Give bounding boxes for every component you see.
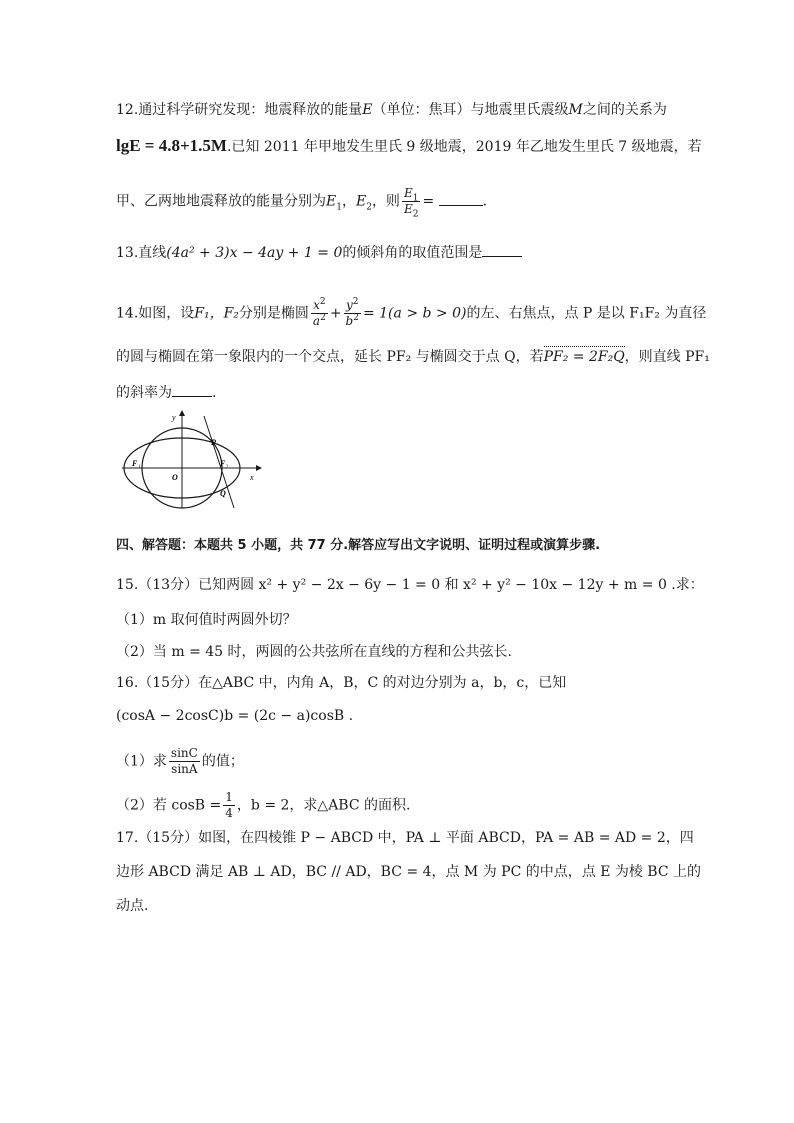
q15-line1: 15.（13分）已知两圆 x² + y² − 2x − 6y − 1 = 0 和 x² + y² − 10x − 12y + m = 0 .求：	[116, 577, 704, 593]
frac-num-sub: 1	[412, 193, 419, 204]
var-M: M	[568, 102, 583, 118]
q13-line	[116, 243, 522, 263]
q16-p2-suffix: ，b = 2，求△ABC 的面积.	[236, 797, 411, 814]
q16-p1-suffix: 的值；	[201, 753, 244, 770]
sin-ratio-fraction	[169, 746, 200, 777]
q13-suffix: 的倾斜角的取值范围是	[342, 245, 483, 261]
ellipse-figure	[116, 408, 266, 513]
q16-part1	[116, 746, 244, 777]
q15-part2: （2）当 m = 45 时，两圆的公共弦所在直线的方程和公共弦长.	[116, 644, 512, 660]
x-axis-arrow	[256, 465, 262, 471]
q16-line2: (cosA − 2cosC)b = (2c − a)cosB .	[116, 708, 354, 724]
frac-num: sinC	[170, 746, 198, 760]
label-x: x	[250, 473, 254, 482]
ellipse-x-frac: $\frac{x^2}{a^2}$	[312, 297, 326, 328]
q12-line3	[116, 186, 488, 220]
q16-p1-prefix: （1）求	[116, 753, 167, 770]
q14-line2-text: 的圆与椭圆在第一象限内的一个交点，延长 PF₂ 与椭圆交于点 Q，若	[116, 349, 544, 365]
label-F1-sub: 1	[138, 465, 141, 470]
q14-line3-text: 的斜率为	[116, 385, 172, 401]
q12-formula: lgE = 4.8+1.5M	[116, 136, 227, 155]
label-F2-sub: 2	[226, 465, 229, 470]
y-axis-arrow	[179, 410, 185, 416]
equals: =	[422, 193, 435, 210]
q14-mid: 分别是椭圆	[238, 305, 309, 322]
var-E: E	[362, 102, 373, 118]
label-Q: Q	[220, 489, 226, 498]
var-E1: E	[326, 193, 337, 210]
var-E2: E	[355, 193, 367, 210]
ratio-fraction	[402, 186, 421, 220]
sub-2: 2	[366, 202, 372, 213]
answer-blank-14[interactable]	[172, 396, 212, 397]
frac-den-sub: 2	[412, 209, 419, 220]
frac-num: 1	[225, 790, 233, 804]
q12-line2-text: .已知 2011 年甲地发生里氏 9 级地震，2019 年乙地发生里氏 7 级地震，若	[226, 139, 702, 155]
q14-suffix: 的左、右焦点，点 P 是以 F₁F₂ 为直径	[466, 305, 707, 322]
q12-line2	[116, 136, 702, 157]
q16-part2	[116, 790, 410, 821]
q12-line1	[116, 100, 667, 120]
q16-line1: 16.（15分）在△ABC 中，内角 A，B，C 的对边分别为 a，b，c，已知	[116, 675, 567, 691]
sub-1: 1	[336, 202, 342, 213]
frac-den: 4	[225, 806, 233, 820]
q14-foci: F₁，F₂	[194, 305, 239, 322]
q12-line3-text: 甲、乙两地地震释放的能量分别为	[116, 193, 326, 210]
q12-unit: （单位：焦耳）与地震里氏震级	[372, 102, 569, 118]
frac-den: sinA	[171, 762, 198, 776]
vector-equation: PF₂ = 2F₂Q	[543, 349, 625, 365]
frac-den-E: E	[403, 202, 413, 216]
answer-blank-13[interactable]	[482, 256, 522, 257]
q14-line2-end: ，则直线 PF₁	[624, 349, 710, 365]
ellipse-y-frac: $\frac{y^2}{b^2}$	[345, 297, 359, 328]
q12-end: .	[482, 193, 488, 210]
q14-line2	[116, 347, 710, 367]
q16-p2-prefix: （2）若 cosB =	[116, 797, 222, 814]
q17-line3: 动点.	[116, 898, 149, 914]
label-F1: F	[132, 459, 138, 468]
q12-suffix: 之间的关系为	[582, 102, 667, 118]
cosB-fraction	[223, 790, 235, 821]
separator: ，	[341, 193, 356, 210]
q14-prefix: 14.如图，设	[116, 305, 195, 322]
q12-text: 12.通过科学研究发现：地震释放的能量	[116, 102, 363, 118]
q13-label: 13.直线	[116, 245, 167, 261]
ellipse-condition: = 1(a > b > 0)	[362, 305, 467, 322]
q17-line2: 边形 ABCD 满足 AB ⊥ AD，BC // AD，BC = 4，点 M 为 PC 的中点，点 E 为棱 BC 上的	[116, 864, 702, 880]
label-y: y	[172, 413, 176, 422]
q17-line1: 17.（15分）如图，在四棱锥 P − ABCD 中，PA ⊥ 平面 ABCD，PA = AB = AD = 2，四	[116, 830, 694, 846]
q14-line1: 14.如图，设F₁，F₂分别是椭圆 $\frac{x^2}{a^2}$ + $\frac{y^2}{b^2}$ = 1(a > b > 0)的左、右焦点，点 P 是以 F₁F₂ 为直径	[116, 297, 707, 328]
frac-num-E: E	[403, 186, 413, 200]
answer-blank-12[interactable]	[439, 205, 483, 206]
q13-expr: (4a² + 3)x − 4ay + 1 = 0	[166, 245, 343, 261]
q14-line3	[116, 383, 216, 403]
label-F2: F	[220, 459, 226, 468]
q12-then: ，则	[371, 193, 400, 210]
label-P: P	[211, 438, 216, 447]
q14-line3-end: .	[212, 385, 217, 401]
section-heading: 四、解答题：本题共 5 小题，共 77 分.解答应写出文字说明、证明过程或演算步骤.	[116, 538, 601, 553]
label-O: O	[172, 473, 178, 482]
q15-part1: （1）m 取何值时两圆外切？	[116, 612, 297, 628]
